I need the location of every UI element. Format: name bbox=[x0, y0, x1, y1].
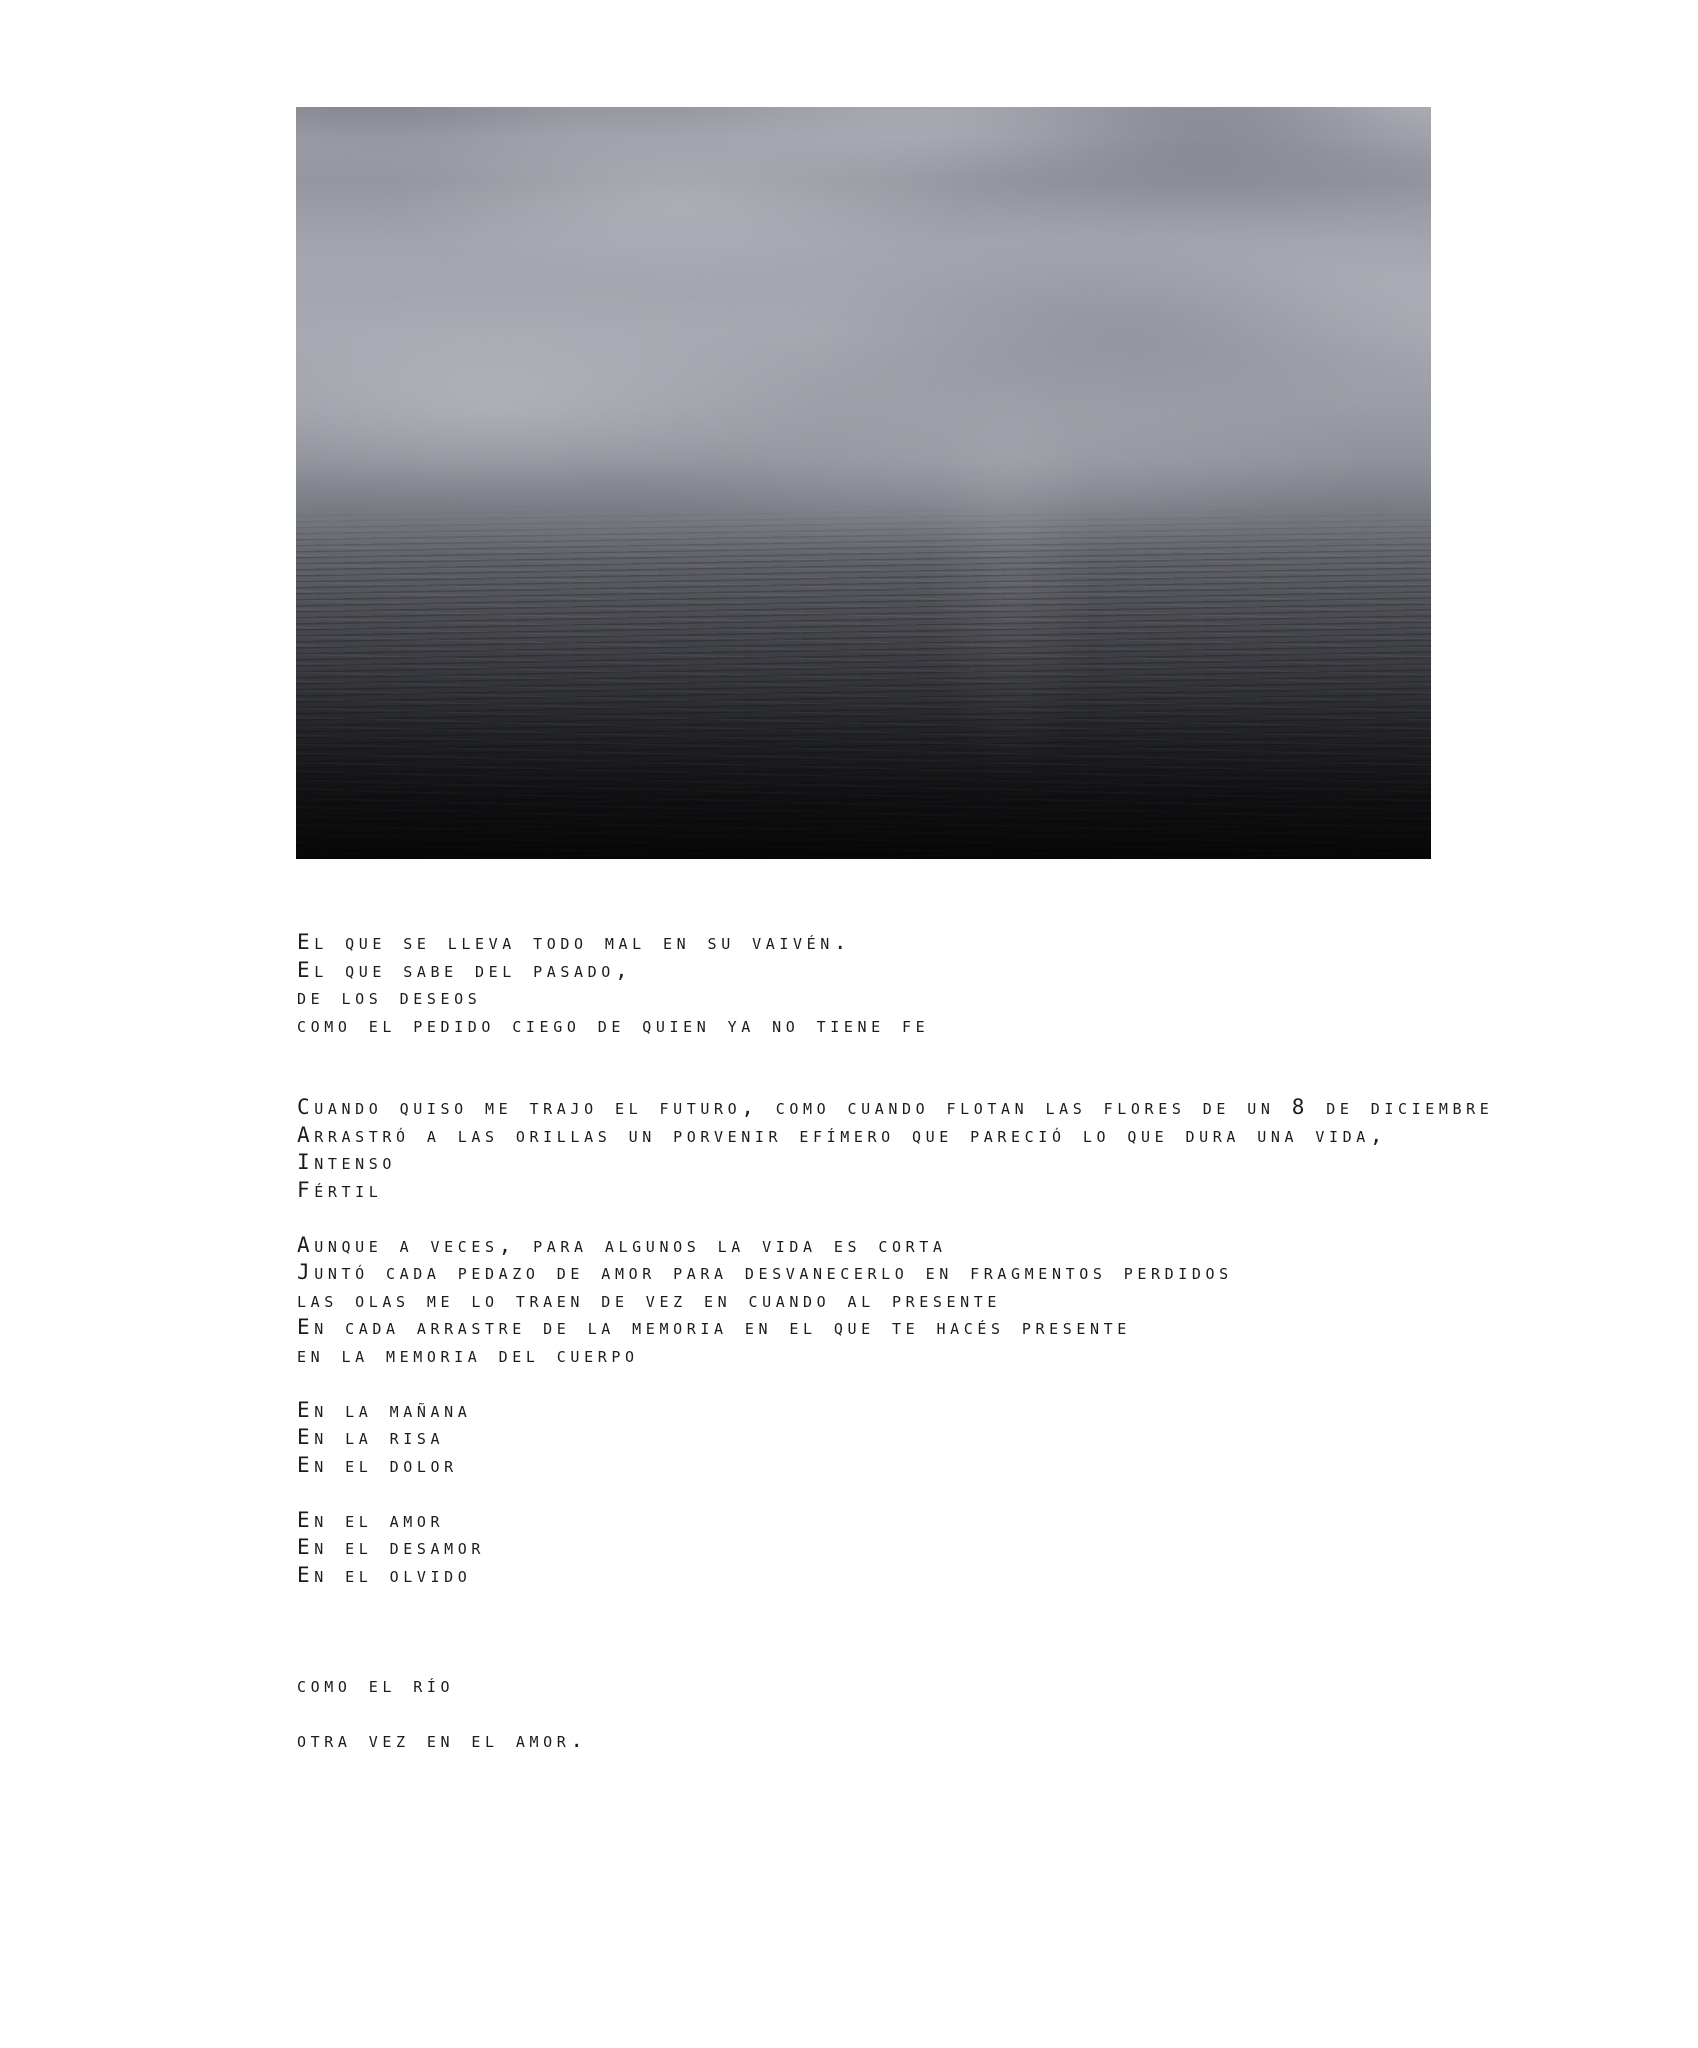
poem-line: como el pedido ciego de quien ya no tiene fe bbox=[297, 1012, 930, 1037]
poem-line: Intenso bbox=[297, 1150, 397, 1174]
seascape-photo bbox=[296, 107, 1431, 859]
poem bbox=[297, 929, 1493, 1754]
poem-stanza bbox=[297, 1397, 1493, 1480]
poem-stanza bbox=[297, 1672, 1493, 1700]
poem-line: El que sabe del pasado, bbox=[297, 957, 633, 982]
poem-stanza bbox=[297, 929, 1493, 1039]
poem-line: como el río bbox=[297, 1672, 455, 1697]
poem-line: Fértil bbox=[297, 1177, 383, 1202]
poem-line: En el amor bbox=[297, 1507, 445, 1532]
poem-stanza bbox=[297, 1507, 1493, 1590]
poem-line: En el desamor bbox=[297, 1535, 486, 1559]
poem-line: En el olvido bbox=[297, 1562, 472, 1587]
poem-line: El que se lleva todo mal en su vaivén. bbox=[297, 930, 852, 954]
poem-stanza bbox=[297, 1232, 1493, 1370]
poem-stanza bbox=[297, 1727, 1493, 1755]
poem-line: En cada arrastre de la memoria en el que te hacés presente bbox=[297, 1315, 1131, 1339]
poem-line: de los deseos bbox=[297, 985, 482, 1009]
poem-line: Cuando quiso me trajo el futuro, como cuando flotan las flores de un 8 de diciembre bbox=[297, 1095, 1494, 1119]
poem-line: En la risa bbox=[297, 1425, 445, 1449]
poem-line: Arrastró a las orillas un porvenir efímero que pareció lo que dura una vida, bbox=[297, 1122, 1388, 1147]
poem-line: Juntó cada pedazo de amor para desvanecerlo en fragmentos perdidos bbox=[297, 1260, 1233, 1284]
poem-line: En la mañana bbox=[297, 1397, 472, 1422]
poem-line: en la memoria del cuerpo bbox=[297, 1342, 639, 1367]
poem-line: otra vez en el amor. bbox=[297, 1727, 588, 1752]
poem-line: las olas me lo traen de vez en cuando al presente bbox=[297, 1287, 1002, 1312]
poem-line: En el dolor bbox=[297, 1452, 458, 1477]
poem-line: Aunque a veces, para algunos la vida es corta bbox=[297, 1232, 947, 1257]
poem-stanza bbox=[297, 1094, 1493, 1204]
photo-water-ripples bbox=[296, 107, 1431, 859]
